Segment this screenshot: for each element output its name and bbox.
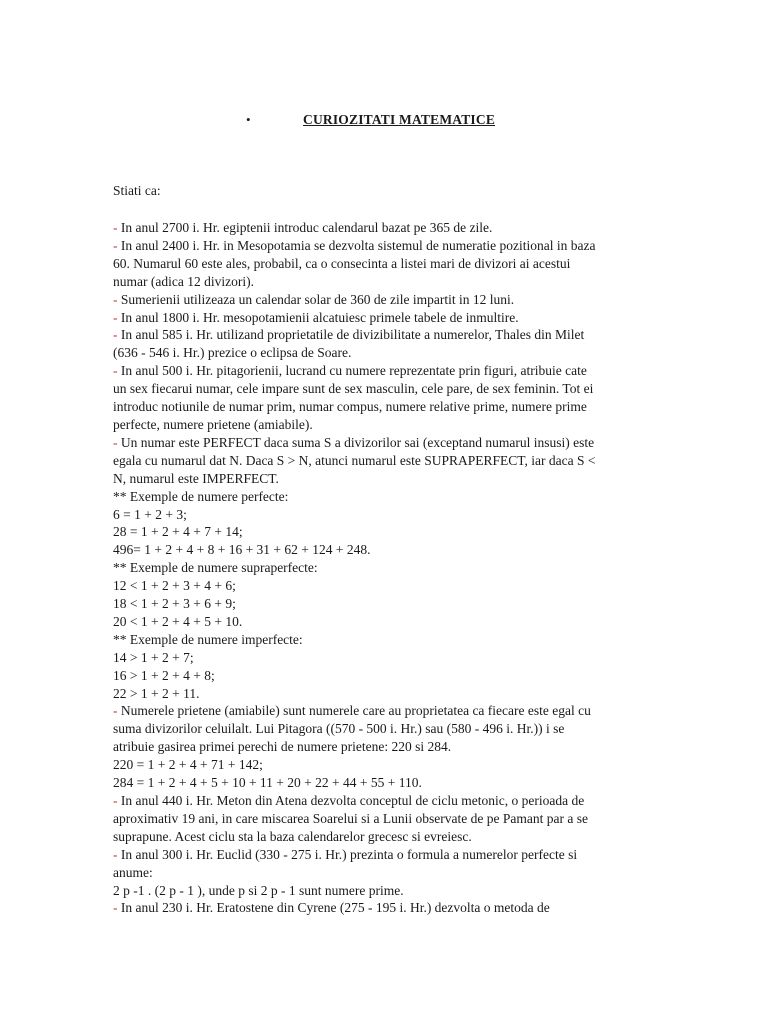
line-text: 14 > 1 + 2 + 7;: [113, 649, 194, 665]
line-text: suma divizorilor celuilalt. Lui Pitagora ((570 - 500 i. Hr.) sau (580 - 496 i. Hr.)) i se: [113, 721, 565, 737]
list-dash: -: [113, 793, 118, 808]
text-line: [113, 344, 653, 362]
list-dash: -: [113, 327, 118, 343]
line-text: 2 p -1 . (2 p - 1 ), unde p si 2 p - 1 sunt numere prime.: [113, 882, 404, 898]
text-line: [113, 595, 653, 613]
text-line: [113, 864, 653, 882]
line-text: numar (adica 12 divizori).: [113, 273, 254, 289]
list-dash: -: [113, 363, 118, 379]
line-text: 6 = 1 + 2 + 3;: [113, 506, 187, 522]
line-text: atribuie gasirea primei perechi de numere prietene: 220 si 284.: [113, 739, 452, 755]
list-dash: -: [113, 309, 118, 325]
line-text: In anul 500 i. Hr. pitagorienii, lucrand cu numere reprezentate prin figuri, atribuie cate: [117, 363, 587, 379]
title-row: [0, 111, 768, 131]
line-text: un sex fiecarui numar, cele impare sunt de sex masculin, cele pare, de sex feminin. Tot ei: [113, 381, 594, 397]
list-dash: -: [113, 291, 118, 307]
text-line: [113, 828, 653, 846]
list-dash: -: [113, 434, 118, 450]
text-line: [113, 702, 653, 720]
text-line: [113, 792, 653, 810]
line-text: 22 > 1 + 2 + 11.: [113, 685, 200, 701]
line-text: egala cu numarul dat N. Daca S > N, atunci numarul este SUPRAPERFECT, iar daca S <: [113, 452, 596, 468]
line-text: Numerele prietene (amiabile) sunt numerele care au proprietatea ca fiecare este egal cu: [117, 703, 591, 719]
text-line: [113, 255, 653, 273]
text-line: [113, 380, 653, 398]
text-line: [113, 667, 653, 685]
list-dash: -: [113, 220, 118, 235]
line-text: In anul 585 i. Hr. utilizand proprietatile de divizibilitate a numerelor, Thales din Milet: [117, 327, 585, 343]
line-text: aproximativ 19 ani, in care miscarea Soarelui si a Lunii observate de pe Pamant par a se: [113, 810, 588, 826]
list-dash: -: [113, 846, 118, 862]
intro-text: Stiati ca:: [113, 183, 161, 198]
text-line: [113, 434, 653, 452]
line-text: In anul 2400 i. Hr. in Mesopotamia se dezvolta sistemul de numeratie pozitional in baza: [117, 237, 596, 253]
text-line: [113, 649, 653, 667]
text-line: [113, 470, 653, 488]
line-text: 28 = 1 + 2 + 4 + 7 + 14;: [113, 524, 243, 540]
text-line: [113, 631, 653, 649]
line-text: 220 = 1 + 2 + 4 + 71 + 142;: [113, 757, 263, 773]
line-text: ** Exemple de numere perfecte:: [113, 488, 289, 504]
text-line: [113, 416, 653, 434]
text-line: [113, 774, 653, 792]
line-text: Un numar este PERFECT daca suma S a divizorilor sai (exceptand numarul insusi) este: [117, 434, 595, 450]
text-line: [113, 219, 653, 237]
line-text: perfecte, numere prietene (amiabile).: [113, 416, 313, 432]
line-text: ** Exemple de numere supraperfecte:: [113, 560, 318, 576]
line-text: In anul 230 i. Hr. Eratostene din Cyrene (275 - 195 i. Hr.) dezvolta o metoda de: [117, 900, 550, 916]
text-line: [113, 720, 653, 738]
text-line: [113, 488, 653, 506]
line-text: 18 < 1 + 2 + 3 + 6 + 9;: [113, 596, 236, 612]
line-text: 20 < 1 + 2 + 4 + 5 + 10.: [113, 613, 243, 629]
text-line: [113, 309, 653, 327]
text-line: [113, 291, 653, 309]
line-text: Sumerienii utilizeaza un calendar solar de 360 de zile impartit in 12 luni.: [117, 291, 515, 307]
document-body: [113, 219, 653, 917]
line-text: (636 - 546 i. Hr.) prezice o eclipsa de Soare.: [113, 345, 352, 361]
text-line: [113, 899, 653, 917]
text-line: [113, 506, 653, 524]
line-text: 12 < 1 + 2 + 3 + 4 + 6;: [113, 578, 236, 594]
text-line: [113, 685, 653, 703]
text-line: [113, 452, 653, 470]
list-dash: -: [113, 900, 118, 916]
text-line: [113, 398, 653, 416]
line-text: suprapune. Acest ciclu sta la baza calendarelor grecesc si evreiesc.: [113, 828, 472, 844]
title-bullet: •: [246, 112, 251, 127]
text-line: [113, 559, 653, 577]
text-line: [113, 577, 653, 595]
text-line: [113, 738, 653, 756]
list-dash: -: [113, 703, 118, 719]
text-line: [113, 326, 653, 344]
text-line: [113, 237, 653, 255]
line-text: In anul 440 i. Hr. Meton din Atena dezvolta conceptul de ciclu metonic, o perioada de: [117, 793, 585, 808]
text-line: [113, 882, 653, 900]
line-text: In anul 1800 i. Hr. mesopotamienii alcatuiesc primele tabele de inmultire.: [117, 309, 519, 325]
line-text: N, numarul este IMPERFECT.: [113, 470, 279, 486]
document-title: CURIOZITATI MATEMATICE: [303, 112, 496, 127]
text-line: [113, 541, 653, 559]
text-line: [113, 273, 653, 291]
line-text: In anul 2700 i. Hr. egiptenii introduc calendarul bazat pe 365 de zile.: [117, 220, 493, 235]
text-line: [113, 362, 653, 380]
text-line: [113, 810, 653, 828]
text-line: [113, 846, 653, 864]
list-dash: -: [113, 237, 118, 253]
text-line: [113, 613, 653, 631]
line-text: introduc notiunile de numar prim, numar compus, numere relative prime, numere prime: [113, 399, 587, 415]
text-line: [113, 523, 653, 541]
line-text: 284 = 1 + 2 + 4 + 5 + 10 + 11 + 20 + 22 + 44 + 55 + 110.: [113, 775, 422, 791]
text-line: [113, 756, 653, 774]
line-text: anume:: [113, 864, 153, 880]
line-text: In anul 300 i. Hr. Euclid (330 - 275 i. Hr.) prezinta o formula a numerelor perfecte si: [117, 846, 578, 862]
line-text: 60. Numarul 60 este ales, probabil, ca o consecinta a listei mari de divizori ai acestui: [113, 255, 571, 271]
line-text: ** Exemple de numere imperfecte:: [113, 631, 303, 647]
line-text: 16 > 1 + 2 + 4 + 8;: [113, 667, 215, 683]
line-text: 496= 1 + 2 + 4 + 8 + 16 + 31 + 62 + 124 + 248.: [113, 542, 371, 558]
